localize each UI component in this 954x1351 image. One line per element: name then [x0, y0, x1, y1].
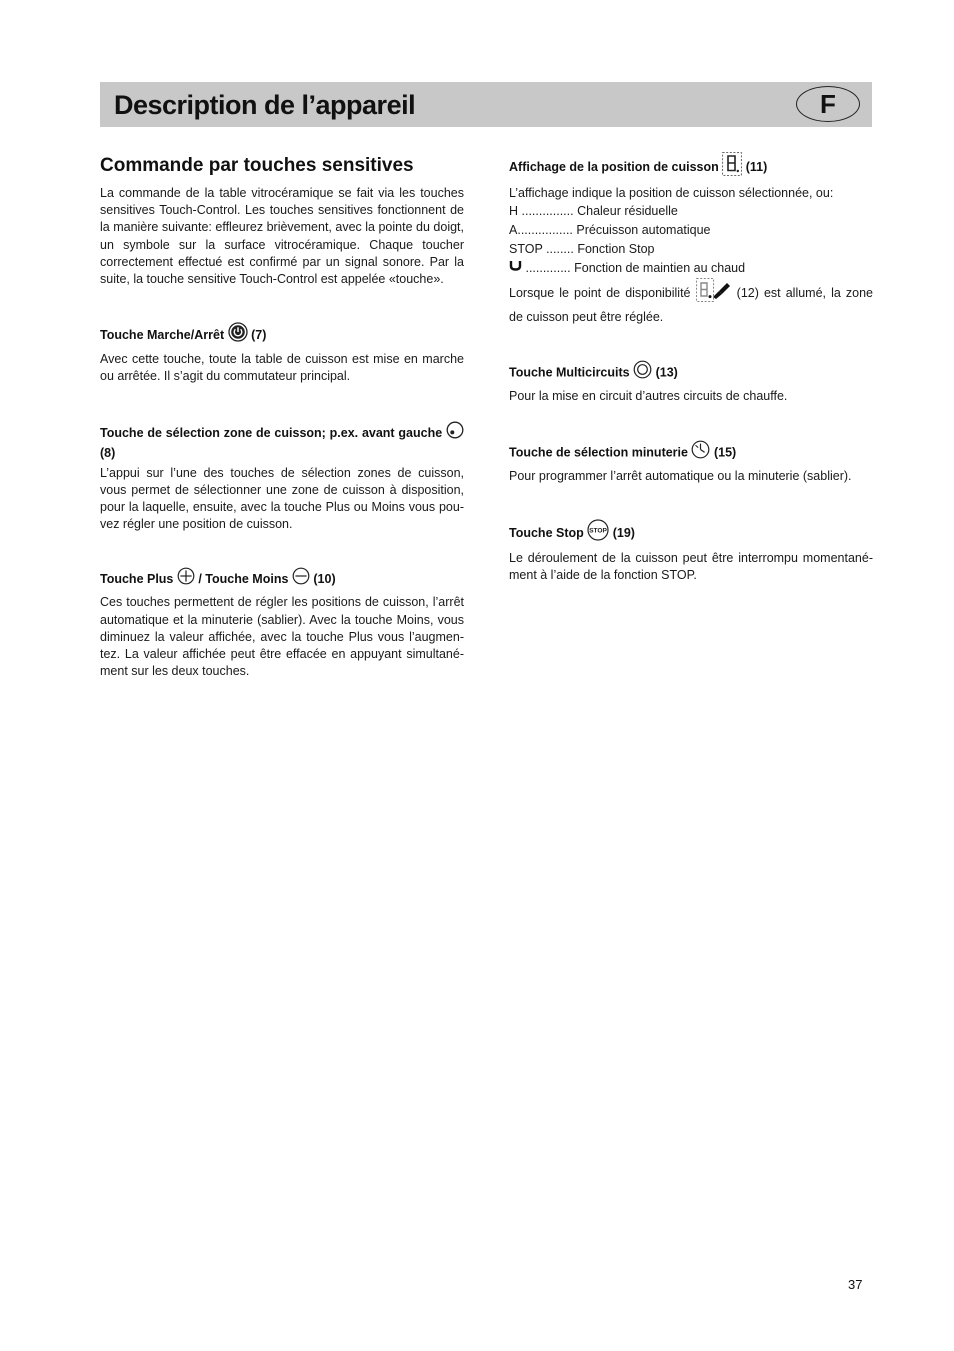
- legend-row: A................ Précuisson automatique: [509, 223, 711, 238]
- item-display: [509, 153, 873, 326]
- item-zone-select: [100, 422, 464, 534]
- readiness-dot-icon: [696, 278, 732, 307]
- display-legend: [509, 202, 873, 278]
- zone-front-left-icon: [446, 421, 464, 444]
- header-bar: [100, 82, 872, 127]
- digit-display-icon: [722, 152, 742, 181]
- item-text: L’affichage indique la position de cuisson sélectionnée, ou:: [509, 186, 834, 200]
- item-timer: [509, 441, 873, 485]
- intro-paragraph: La commande de la table vitrocéramique se fait via les touches sensitives Touch-Control. Les touches sensitives fonctionnent de la manière suivante: effleurez brièvement, avec la pointe du doigt, un symbole sur la surface vitrocéramique. Chaque toucher correctement effectué est confirmé par un signal sonore. Par la suite, la touche sensitive Touch-Control est appelée «touche».: [100, 186, 464, 287]
- plus-circle-icon: [177, 567, 195, 590]
- item-text: Le déroulement de la cuisson peut être interrompu momentanément à l’aide de la fonction STOP.: [509, 551, 873, 583]
- section-title: Commande par touches sensitives: [100, 155, 414, 176]
- item-plus-minus: [100, 568, 464, 680]
- timer-icon: [691, 440, 710, 464]
- item-text: Avec cette touche, toute la table de cuisson est mise en marche ou arrêtée. Il s’agit du commutateur principal.: [100, 352, 464, 384]
- readiness-paragraph: Lorsque le point de disponibilité (12) est allumé, la zone de cuisson peut être réglée.: [509, 279, 873, 325]
- item-text: L’appui sur l’une des touches de sélection zones de cuisson, vous permet de sélectionner une zone de cuisson à disposition, pour la laquelle, ensuite, avec la touche Plus ou Moins vous pouvez régler une position de cuisson.: [100, 465, 464, 532]
- multicircuit-icon: [633, 360, 652, 384]
- item-power: [100, 323, 464, 385]
- left-column: [100, 153, 464, 680]
- page-number: 37: [848, 1277, 863, 1292]
- item-title: Touche Plus / Touche Moins (10): [100, 568, 464, 591]
- language-badge: F: [796, 86, 860, 122]
- item-text: Pour la mise en circuit d’autres circuits de chauffe.: [509, 388, 788, 403]
- power-icon: [228, 322, 248, 347]
- item-title: Touche de sélection minuterie (15): [509, 441, 873, 465]
- item-title: Touche Multicircuits (13): [509, 361, 873, 385]
- item-title: Affichage de la position de cuisson (11): [509, 153, 873, 182]
- item-multicircuit: [509, 361, 873, 405]
- svg-text:STOP: STOP: [589, 527, 608, 535]
- keep-warm-icon: [509, 258, 522, 277]
- stop-icon: [587, 519, 609, 546]
- page-title: Description de l’appareil: [114, 90, 416, 120]
- item-text: Ces touches permettent de régler les positions de cuisson, l’arrêt automatique et la minuterie (sablier). Avec la touche Moins, vous diminuez la valeur affichée, avec la touche Plus vous l’augmentez. La valeur affichée peut être effacée en appuyant simultanément sur les deux touches.: [100, 595, 464, 679]
- legend-row: H ............... Chaleur résiduelle: [509, 204, 678, 219]
- right-column: [509, 153, 873, 585]
- item-text: Pour programmer l’arrêt automatique ou la minuterie (sablier).: [509, 469, 852, 484]
- legend-row: STOP ........ Fonction Stop: [509, 242, 655, 257]
- item-title: Touche Stop STOP (19): [509, 520, 873, 547]
- item-title: Touche Marche/Arrêt (7): [100, 323, 464, 348]
- item-title: Touche de sélection zone de cuisson; p.ex. avant gauche (8): [100, 422, 464, 462]
- item-stop: [509, 520, 873, 584]
- minus-circle-icon: [292, 567, 310, 590]
- legend-row: ............. Fonction de maintien au chaud: [509, 259, 873, 278]
